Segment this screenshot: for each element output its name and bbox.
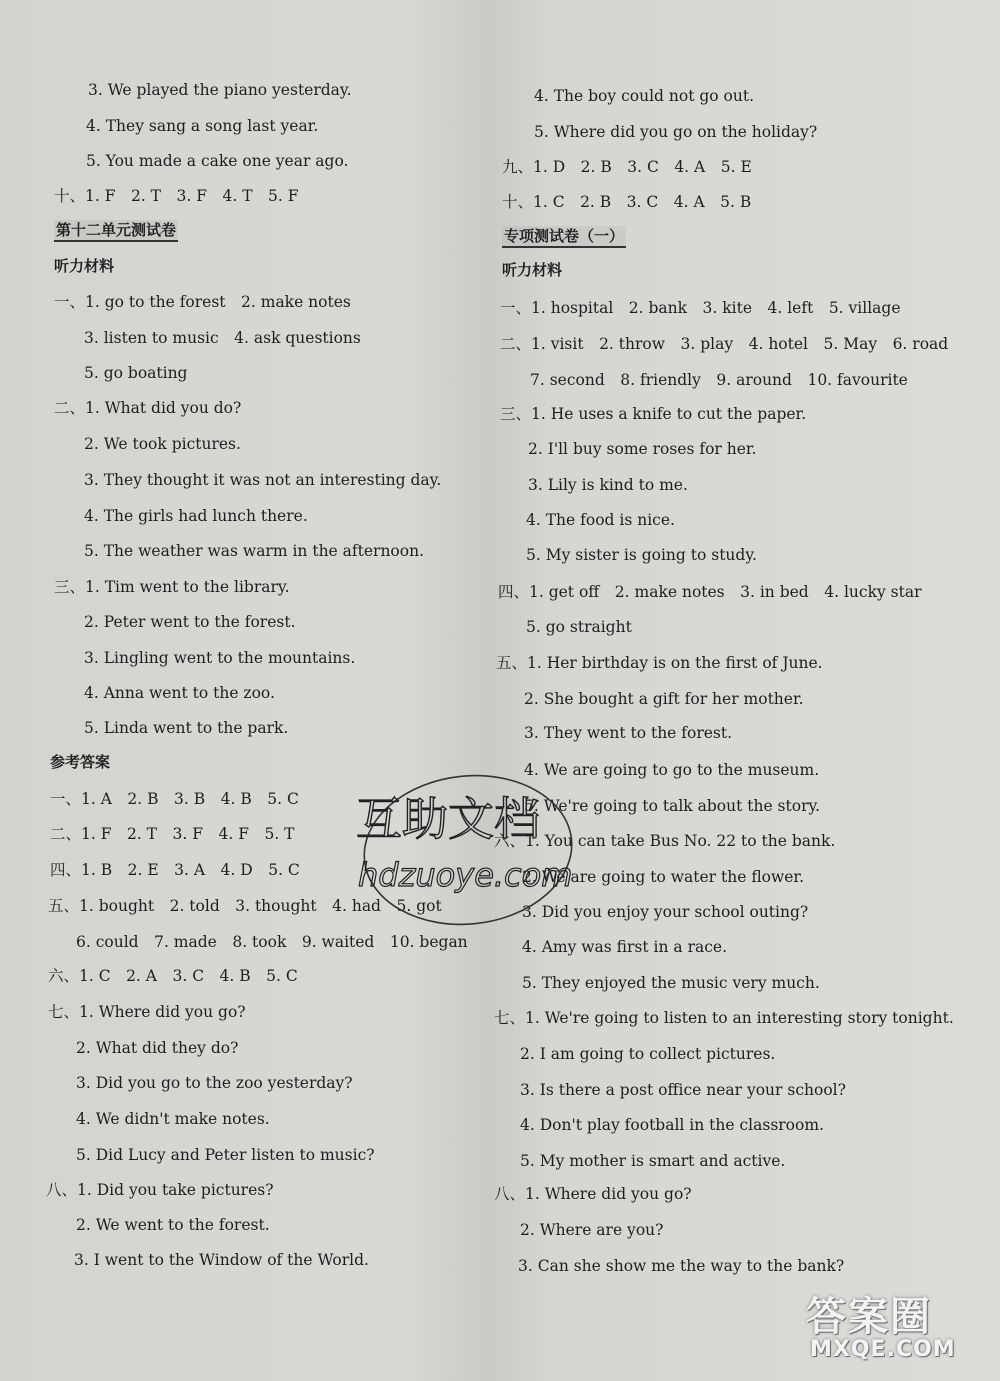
answer-line: 5. My mother is smart and active. xyxy=(520,1152,786,1170)
answer-line: 一、1. go to the forest 2. make notes xyxy=(54,293,351,311)
answer-line: 3. Lingling went to the mountains. xyxy=(84,649,356,667)
answer-line: 5. go straight xyxy=(526,618,632,636)
answer-line: 5. The weather was warm in the afternoon. xyxy=(84,542,424,560)
answer-line: 4. They sang a song last year. xyxy=(86,117,319,135)
answer-line: 4. We are going to go to the museum. xyxy=(524,761,820,779)
answer-line: 4. Amy was first in a race. xyxy=(522,938,728,956)
site-logo-chinese: 答案圈 xyxy=(806,1294,932,1340)
answer-line: 4. Don't play football in the classroom. xyxy=(520,1116,824,1134)
answer-line: 四、1. B 2. E 3. A 4. D 5. C xyxy=(50,861,300,879)
answer-line: 四、1. get off 2. make notes 3. in bed 4. lucky star xyxy=(498,583,922,601)
answer-line: 3. I went to the Window of the World. xyxy=(74,1251,369,1269)
answer-line: 七、1. Where did you go? xyxy=(48,1003,246,1021)
answer-line: 2. She bought a gift for her mother. xyxy=(524,690,804,708)
answer-line: 2. Peter went to the forest. xyxy=(84,613,296,631)
answer-line: 5. Where did you go on the holiday? xyxy=(534,123,818,141)
answer-line: 三、1. He uses a knife to cut the paper. xyxy=(500,405,807,423)
site-logo-url: MXQE.COM xyxy=(810,1337,956,1362)
answer-line: 3. We played the piano yesterday. xyxy=(88,81,352,99)
answer-line: 二、1. What did you do? xyxy=(54,399,242,417)
answer-line: 4. The girls had lunch there. xyxy=(84,507,308,525)
answer-line: 3. listen to music 4. ask questions xyxy=(84,329,361,347)
answer-line: 2. We took pictures. xyxy=(84,435,241,453)
answer-line: 十、1. C 2. B 3. C 4. A 5. B xyxy=(502,193,752,211)
answer-line: 2. We went to the forest. xyxy=(76,1216,270,1234)
answer-line: 八、1. Where did you go? xyxy=(494,1185,692,1203)
answer-line: 5. You made a cake one year ago. xyxy=(86,152,349,170)
answer-line: 3. Did you enjoy your school outing? xyxy=(522,903,809,921)
answer-line: 4. We didn't make notes. xyxy=(76,1110,270,1128)
answer-line: 二、1. F 2. T 3. F 4. F 5. T xyxy=(50,825,295,843)
answer-line: 六、1. C 2. A 3. C 4. B 5. C xyxy=(48,967,298,985)
answer-line: 五、1. bought 2. told 3. thought 4. had 5. got xyxy=(48,897,442,915)
answer-line: 3. Lily is kind to me. xyxy=(528,476,688,494)
answer-line: 4. The boy could not go out. xyxy=(534,87,754,105)
answer-line: 二、1. visit 2. throw 3. play 4. hotel 5. May 6. road xyxy=(500,335,949,353)
answer-line: 4. The food is nice. xyxy=(526,511,675,529)
answer-line: 2. What did they do? xyxy=(76,1039,239,1057)
answer-line: 九、1. D 2. B 3. C 4. A 5. E xyxy=(502,158,752,176)
answer-line: 七、1. We're going to listen to an interesting story tonight. xyxy=(494,1009,954,1027)
answer-line: 3. Is there a post office near your school? xyxy=(520,1081,846,1099)
site-logo xyxy=(792,1285,992,1375)
answer-line: 五、1. Her birthday is on the first of June. xyxy=(496,654,823,672)
sub-heading: 参考答案 xyxy=(50,753,111,771)
watermark-url: hdzuoye.com xyxy=(358,856,573,894)
sub-heading: 听力材料 xyxy=(54,257,115,275)
answer-line: 3. Did you go to the zoo yesterday? xyxy=(76,1074,353,1092)
answer-line: 2. I'll buy some roses for her. xyxy=(528,440,757,458)
sub-heading: 听力材料 xyxy=(502,261,563,279)
section-title: 第十二单元测试卷 xyxy=(54,220,178,242)
answer-line: 4. Anna went to the zoo. xyxy=(84,684,275,702)
answer-line: 2. We are going to water the flower. xyxy=(522,868,805,886)
answer-line: 5. Did Lucy and Peter listen to music? xyxy=(76,1146,375,1164)
answer-line: 一、1. hospital 2. bank 3. kite 4. left 5. village xyxy=(500,299,901,317)
answer-line: 十、1. F 2. T 3. F 4. T 5. F xyxy=(54,187,299,205)
answer-line: 2. Where are you? xyxy=(520,1221,664,1239)
answer-line: 2. I am going to collect pictures. xyxy=(520,1045,776,1063)
answer-line: 5. They enjoyed the music very much. xyxy=(522,974,820,992)
answer-line: 5. Linda went to the park. xyxy=(84,719,289,737)
answer-line: 7. second 8. friendly 9. around 10. favourite xyxy=(530,371,908,389)
answer-line: 八、1. Did you take pictures? xyxy=(46,1181,274,1199)
answer-line: 3. They went to the forest. xyxy=(524,724,733,742)
section-title: 专项测试卷（一） xyxy=(502,226,626,248)
answer-line: 一、1. A 2. B 3. B 4. B 5. C xyxy=(50,790,299,808)
answer-line: 三、1. Tim went to the library. xyxy=(54,578,290,596)
answer-line: 3. They thought it was not an interesting day. xyxy=(84,471,442,489)
answer-line: 5. go boating xyxy=(84,364,188,382)
answer-line: 5. My sister is going to study. xyxy=(526,546,757,564)
answer-line: 3. Can she show me the way to the bank? xyxy=(518,1257,845,1275)
answer-line: 六、1. You can take Bus No. 22 to the bank. xyxy=(494,832,836,850)
answer-line: 5. We're going to talk about the story. xyxy=(524,797,821,815)
answer-line: 6. could 7. made 8. took 9. waited 10. began xyxy=(76,933,468,951)
watermark-chinese: 互助文档 xyxy=(356,792,540,846)
